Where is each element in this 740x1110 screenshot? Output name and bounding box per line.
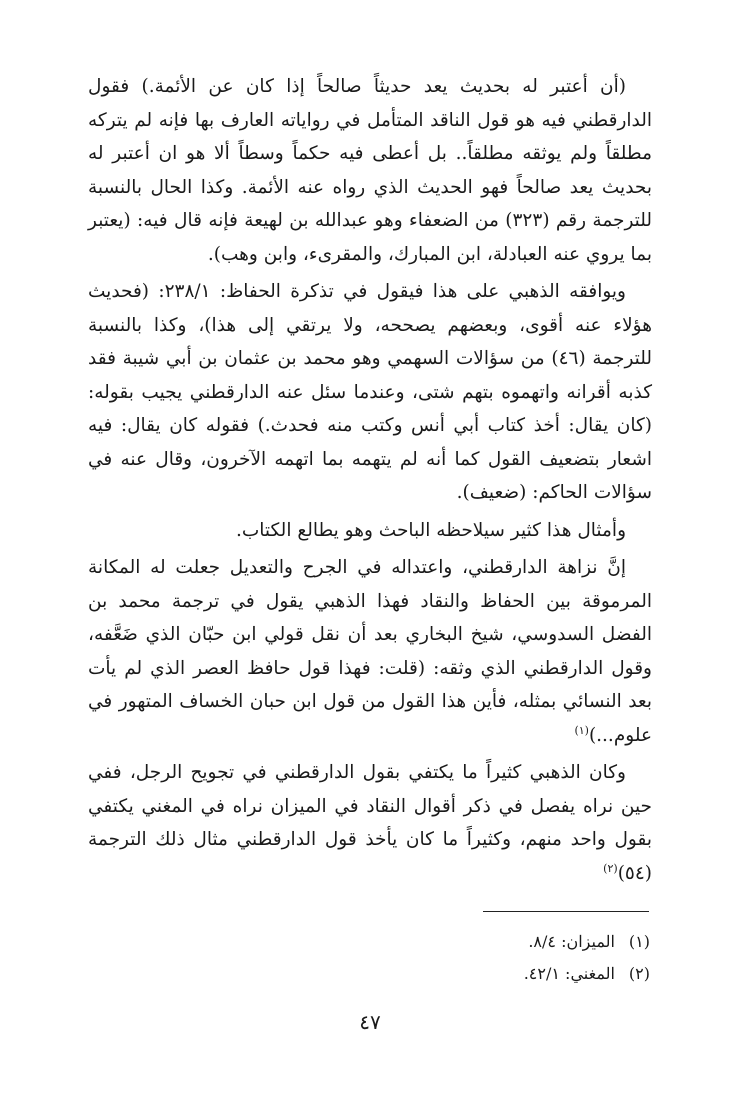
footnote-2-text: المغني: ٤٢/١. xyxy=(523,964,615,983)
footnote-2-number: (٢) xyxy=(628,964,650,983)
footnote-ref-2: (٢) xyxy=(603,861,618,875)
footnotes xyxy=(300,926,650,990)
page-body xyxy=(88,70,652,894)
footnote-2 xyxy=(300,958,650,990)
footnote-1-number: (١) xyxy=(628,932,650,951)
footnote-ref-1: (١) xyxy=(574,723,589,737)
paragraph-1: (أن أعتبر له بحديث يعد حديثاً صالحاً إذا كان عن الأئمة.) فقول الدارقطني فيه هو قول الناقد المتأمل في رواياته العارف بها فإنه لم يتركه مطلقاً ولم يوثقه مطلقاً.. بل أعطى فيه حكماً وسطاً ألا هو ان أعتبر له بحديث يعد صالحاً فهو الحديث الذي رواه عنه الأئمة. وكذا الحال بالنسبة للترجمة رقم (٣٢٣) من الضعفاء وهو عبدالله بن لهيعة فإنه قال فيه: (يعتبر بما يروي عنه العبادلة، ابن المبارك، والمقرىء، وابن وهب). xyxy=(88,76,653,265)
paragraph-4 xyxy=(88,551,652,752)
footnote-separator xyxy=(483,911,649,912)
footnote-1 xyxy=(300,926,650,958)
paragraph-3 xyxy=(88,514,652,548)
paragraph-2: ويوافقه الذهبي على هذا فيقول في تذكرة الحفاظ: ٢٣٨/١: (فحديث هؤلاء عنه أقوى، وبعضهم يصححه، ولا يرتقي إلى هذا)، وكذا بالنسبة للترجمة (٤٦) من سؤالات السهمي وهو محمد بن عثمان بن أبي شيبة فقد كذبه أقرانه واتهموه بتهم شتى، وعندما سئل عنه الدارقطني يجيب بقوله: (كان يقال: أخذ كتاب أبي أنس وكتب منه فحدث.) فقوله كان يقال: فيه اشعار بتضعيف القول كما أنه لم يتهمه بما اتهمه الآخرون، وقال عنه في سؤالات الحاكم: (ضعيف). xyxy=(88,281,652,503)
footnote-1-text: الميزان: ٨/٤. xyxy=(528,932,615,951)
paragraph-5-text: وكان الذهبي كثيراً ما يكتفي بقول الدارقطني في تجويح الرجل، ففي حين نراه يفصل في ذكر أقوال النقاد في الميزان نراه في المغني يكتفي بقول واحد منهم، وكثيراً ما كان يأخذ قول الدارقطني مثال ذلك الترجمة (٥٤) xyxy=(88,762,652,884)
paragraph-3-text: وأمثال هذا كثير سيلاحظه الباحث وهو يطالع الكتاب. xyxy=(235,519,626,541)
page-number: ٤٧ xyxy=(359,1010,381,1034)
paragraph-5 xyxy=(88,756,652,890)
paragraph-4-text: إنَّ نزاهة الدارقطني، واعتداله في الجرح والتعديل جعلت له المكانة المرموقة بين الحفاظ والنقاد فهذا الذهبي يقول في ترجمة محمد بن الفضل السدوسي، شيخ البخاري بعد أن نقل قولي ابن حبّان الذي ضَعَّفه، وقول الدارقطني الذي وثقه: (قلت: فهذا قول حافظ العصر الذي لم يأت بعد النسائي بمثله، فأين هذا القول من قول ابن حبان الخساف المتهور في علوم...) xyxy=(88,557,652,746)
